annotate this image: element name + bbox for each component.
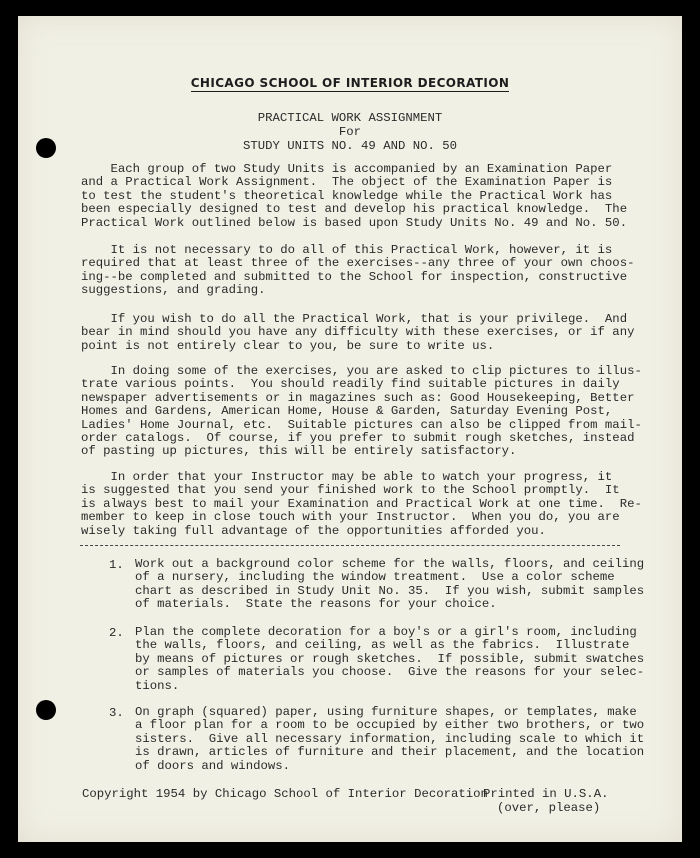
- assignment-units: STUDY UNITS NO. 49 AND NO. 50: [242, 139, 457, 153]
- paragraph-requirement: It is not necessary to do all of this Practical Work, however, it is required that at least three of the exercises--any three of your own choos- ing--be completed and submitted to the School for inspection, constructive suggestions, and grading.: [81, 243, 635, 298]
- dashed-divider: [80, 545, 620, 546]
- assignment-title: PRACTICAL WORK ASSIGNMENT: [257, 111, 443, 125]
- item-number: 1.: [109, 558, 124, 572]
- punch-hole: [36, 700, 56, 720]
- exercise-item: Plan the complete decoration for a boy's or a girl's room, including the walls, floors, and ceiling, as well as the fabrics. Illustrate by means of pictures or rough sketches. If possible, submit swatches or samples of materials you choose. Give the reasons for your selec- tions.: [135, 625, 645, 693]
- paragraph-progress: In order that your Instructor may be able to watch your progress, it is suggested that you send your finished work to the School promptly. It is always best to mail your Examination and Practical Work at one time. Re- member to keep in close touch with your Instructor. When you do, you are wisely taking full advantage of the opportunities afforded you.: [81, 470, 642, 538]
- copyright-notice: Copyright 1954 by Chicago School of Interior Decoration: [82, 787, 488, 801]
- exercise-item: On graph (squared) paper, using furniture shapes, or templates, make a floor plan for a room to be occupied by either two brothers, or two sisters. Give all necessary information, including scale to which it is drawn, articles of furniture and their placement, and the location of doors and windows.: [135, 705, 645, 773]
- paragraph-privilege: If you wish to do all the Practical Work, that is your privilege. And bear in mind should you have any difficulty with these exercises, or if any point is not entirely clear to you, be sure to write us.: [81, 312, 635, 353]
- assignment-for: For: [338, 125, 362, 139]
- exercise-item: Work out a background color scheme for the walls, floors, and ceiling of a nursery, including the window treatment. Use a color scheme chart as described in Study Unit No. 35. If you wish, submit samples of materials. State the reasons for your choice.: [135, 557, 645, 612]
- printed-notice: Printed in U.S.A.: [483, 787, 609, 801]
- paragraph-intro: Each group of two Study Units is accompanied by an Examination Paper and a Practical Work Assignment. The object of the Examination Paper is to test the student's theoretical knowledge while the Practical Work has been especially designed to test and develop his practical knowledge. The Practical Work outlined below is based upon Study Units No. 49 and No. 50.: [81, 162, 628, 230]
- item-number: 2.: [109, 626, 124, 640]
- paragraph-pictures: In doing some of the exercises, you are asked to clip pictures to illus- trate various points. You should readily find suitable pictures in daily newspaper advertisements or in magazines such as: Good Housekeeping, Better Homes and Gardens, American Home, House & Garden, Saturday Evening Post, Ladies' Home Journal, etc. Suitable pictures can also be clipped from mail- order catalogs. Of course, if you prefer to submit rough sketches, instead of pasting up pictures, this will be entirely satisfactory.: [81, 364, 642, 459]
- letterhead: CHICAGO SCHOOL OF INTERIOR DECORATION: [190, 76, 510, 90]
- item-number: 3.: [109, 706, 124, 720]
- over-please: (over, please): [497, 801, 601, 815]
